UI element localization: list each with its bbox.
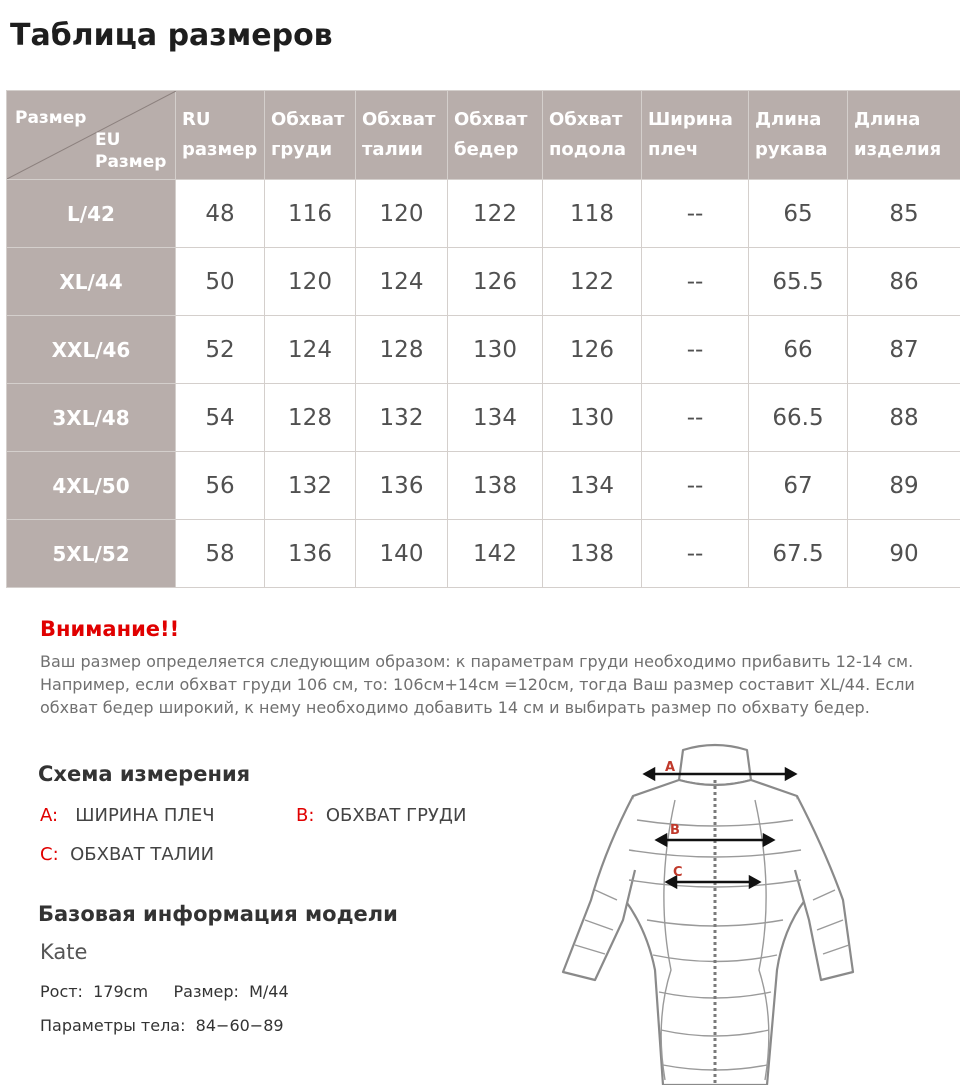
table-cell: 138 [448, 452, 543, 520]
table-cell: 126 [543, 316, 642, 384]
corner-bottom-label: EU Размер [95, 130, 167, 172]
table-row [7, 248, 960, 316]
row-size-label: XXL/46 [7, 316, 176, 384]
column-header: Обхват бедер [448, 91, 543, 180]
table-cell: -- [642, 520, 749, 588]
table-cell: 132 [356, 384, 448, 452]
table-cell: 66 [749, 316, 848, 384]
diagram-label-a: A [665, 760, 676, 775]
diagram-label-b: B [670, 823, 680, 838]
model-height-size: Рост: 179cm Размер: M/44 [40, 982, 289, 1001]
table-cell: 89 [848, 452, 960, 520]
table-cell: 67.5 [749, 520, 848, 588]
table-cell: 50 [176, 248, 265, 316]
column-header: Ширина плеч [642, 91, 749, 180]
page-title: Таблица размеров [10, 18, 333, 53]
column-header: RU размер [176, 91, 265, 180]
table-cell: 138 [543, 520, 642, 588]
table-cell: 126 [448, 248, 543, 316]
table-cell: -- [642, 248, 749, 316]
table-cell: -- [642, 384, 749, 452]
warning-title: Внимание!! [40, 617, 180, 641]
table-cell: 128 [265, 384, 356, 452]
table-cell: 124 [356, 248, 448, 316]
table-cell: 65 [749, 180, 848, 248]
table-cell: 136 [265, 520, 356, 588]
row-size-label: 5XL/52 [7, 520, 176, 588]
table-corner-header [7, 91, 176, 180]
table-row [7, 520, 960, 588]
diagram-label-c: C [673, 865, 683, 880]
table-cell: 122 [543, 248, 642, 316]
table-cell: 136 [356, 452, 448, 520]
row-size-label: 3XL/48 [7, 384, 176, 452]
table-cell: 87 [848, 316, 960, 384]
table-header-row [7, 91, 960, 180]
table-cell: 134 [543, 452, 642, 520]
table-cell: 88 [848, 384, 960, 452]
row-size-label: 4XL/50 [7, 452, 176, 520]
model-heading: Базовая информация модели [38, 902, 398, 926]
table-cell: -- [642, 180, 749, 248]
table-cell: 86 [848, 248, 960, 316]
corner-top-label: Размер [15, 108, 87, 128]
table-row [7, 316, 960, 384]
table-cell: 52 [176, 316, 265, 384]
measure-b: B: ОБХВАТ ГРУДИ [296, 805, 467, 826]
measure-a: A: ШИРИНА ПЛЕЧ [40, 805, 215, 826]
table-cell: 118 [543, 180, 642, 248]
table-cell: 122 [448, 180, 543, 248]
table-cell: 128 [356, 316, 448, 384]
table-cell: 65.5 [749, 248, 848, 316]
column-header: Длина изделия [848, 91, 960, 180]
measure-heading: Схема измерения [38, 762, 251, 786]
table-cell: 116 [265, 180, 356, 248]
table-cell: 124 [265, 316, 356, 384]
row-size-label: L/42 [7, 180, 176, 248]
table-cell: 134 [448, 384, 543, 452]
table-cell: 120 [356, 180, 448, 248]
jacket-collar [679, 745, 751, 785]
column-header: Длина рукава [749, 91, 848, 180]
table-cell: 58 [176, 520, 265, 588]
jacket-right-sleeve [795, 796, 853, 980]
model-name: Kate [40, 940, 88, 964]
table-cell: 85 [848, 180, 960, 248]
table-cell: 120 [265, 248, 356, 316]
table-row [7, 452, 960, 520]
table-row [7, 180, 960, 248]
size-table [6, 90, 960, 588]
warning-text: Ваш размер определяется следующим образом: к параметрам груди необходимо прибавить 12-14 см. Например, если обхват груди 106 см, то: 106см+14см =120см, тогда Ваш размер составит XL/44. Если обхват бедер широкий, к нему необходимо добавить 14 см и выбирать размер по обхвату бедер. [40, 652, 915, 717]
table-cell: -- [642, 316, 749, 384]
table-cell: 142 [448, 520, 543, 588]
table-row [7, 384, 960, 452]
table-cell: 54 [176, 384, 265, 452]
table-cell: 132 [265, 452, 356, 520]
measure-c: C: ОБХВАТ ТАЛИИ [40, 844, 215, 865]
column-header: Обхват подола [543, 91, 642, 180]
column-header: Обхват талии [356, 91, 448, 180]
table-cell: 90 [848, 520, 960, 588]
table-cell: 130 [448, 316, 543, 384]
table-cell: -- [642, 452, 749, 520]
table-cell: 56 [176, 452, 265, 520]
table-cell: 67 [749, 452, 848, 520]
table-cell: 130 [543, 384, 642, 452]
table-cell: 66.5 [749, 384, 848, 452]
row-size-label: XL/44 [7, 248, 176, 316]
table-cell: 140 [356, 520, 448, 588]
model-params: Параметры тела: 84−60−89 [40, 1016, 284, 1035]
jacket-measurement-diagram [555, 740, 855, 1085]
column-header: Обхват груди [265, 91, 356, 180]
table-cell: 48 [176, 180, 265, 248]
